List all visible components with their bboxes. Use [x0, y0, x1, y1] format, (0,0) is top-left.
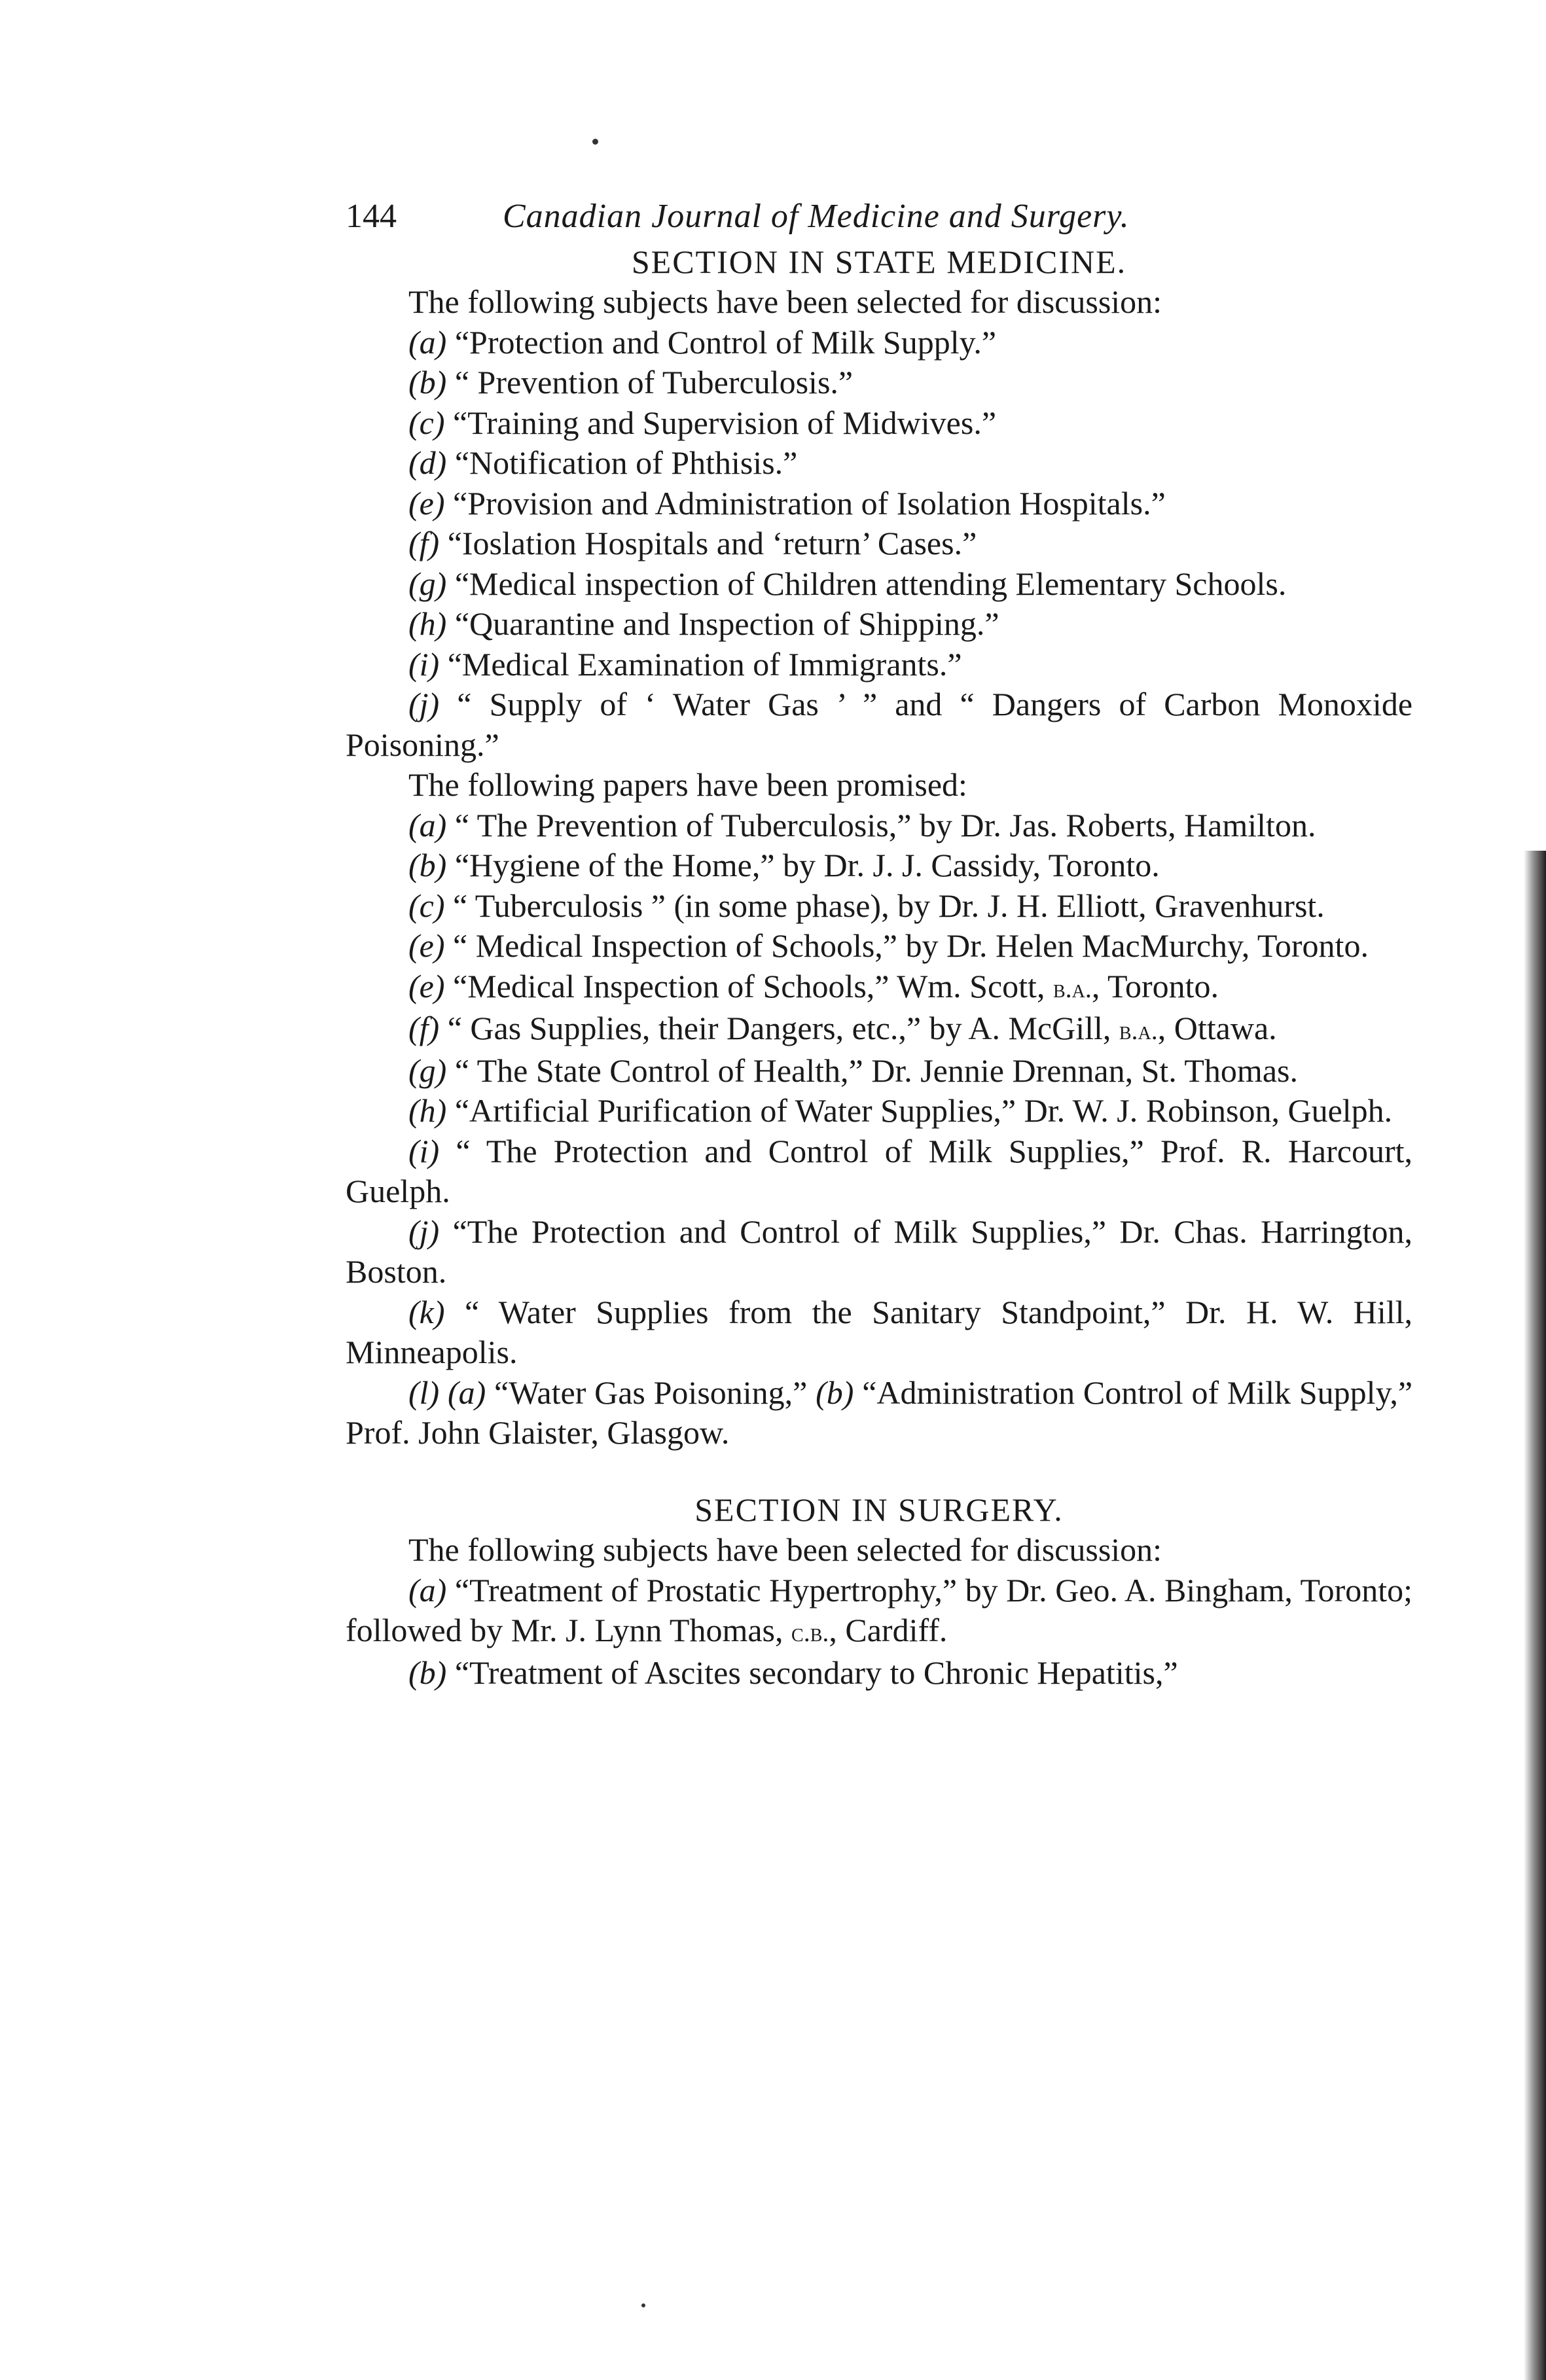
item-text: “Hygiene of the Home,” by Dr. J. J. Cassidy, Toronto.	[454, 847, 1160, 883]
binding-edge-shadow	[1524, 851, 1546, 2380]
list-item	[346, 604, 1412, 645]
item-label: (j)	[408, 1213, 440, 1250]
item-text: “ The State Control of Health,” Dr. Jennie Drennan, St. Thomas.	[454, 1052, 1298, 1089]
item-label: (i)	[408, 1132, 440, 1169]
item-label: (b)	[408, 1654, 447, 1691]
page-header	[346, 196, 1412, 237]
list-item	[346, 524, 1412, 564]
item-sublabel: (a)	[447, 1374, 486, 1411]
item-label: (f)	[408, 525, 440, 561]
list-item	[346, 1373, 1412, 1453]
list-item	[346, 806, 1412, 846]
item-text: “Quarantine and Inspection of Shipping.”	[454, 605, 999, 642]
item-label: (h)	[408, 605, 447, 642]
list-item	[346, 926, 1412, 967]
list-item	[346, 1051, 1412, 1092]
item-text: “ Prevention of Tuberculosis.”	[454, 364, 854, 400]
list-item	[346, 645, 1412, 685]
list-item	[346, 363, 1412, 403]
document-page	[346, 196, 1412, 1693]
section-state-medicine	[346, 242, 1412, 1453]
list-item	[346, 886, 1412, 927]
item-label: (j)	[408, 686, 440, 722]
item-text: “Water Gas Poisoning,”	[494, 1374, 816, 1411]
section-surgery	[346, 1490, 1412, 1694]
item-label: (c)	[408, 404, 445, 441]
list-item	[346, 1292, 1412, 1373]
item-label: (e)	[408, 484, 445, 522]
list-item	[346, 323, 1412, 363]
list-item	[346, 1008, 1412, 1051]
list-item	[346, 484, 1412, 524]
item-text: “ The Protection and Control of Milk Supplies,” Prof. R. Harcourt, Guelph.	[346, 1132, 1412, 1209]
item-text: “ Tuberculosis ” (in some phase), by Dr. J. H. Elliott, Gravenhurst.	[453, 887, 1325, 924]
item-label: (e)	[408, 967, 445, 1004]
item-label: (h)	[408, 1092, 447, 1129]
item-label: (b)	[408, 364, 447, 400]
item-label: (c)	[408, 887, 445, 924]
list-item	[346, 845, 1412, 886]
item-text: “Training and Supervision of Midwives.”	[453, 404, 997, 441]
item-label: (a)	[408, 1571, 447, 1608]
item-sublabel: (b)	[816, 1374, 854, 1411]
item-text-end: “Administration Control of Milk Supply,” Prof. John Glaister, Glasgow.	[346, 1374, 1413, 1451]
degree-abbrev: b.a.	[1119, 1016, 1158, 1045]
list-item	[346, 443, 1412, 484]
item-text-end: , Toronto.	[1091, 967, 1219, 1004]
item-label: (b)	[408, 847, 447, 883]
item-text: “Medical Inspection of Schools,” Wm. Scott,	[453, 967, 1053, 1004]
item-label: (e)	[408, 927, 445, 964]
item-text: “Treatment of Prostatic Hypertrophy,” by Dr. Geo. A. Bingham, Toronto; followed by Mr. J. Lynn Thomas,	[346, 1571, 1413, 1648]
item-label: (l)	[408, 1374, 440, 1411]
item-text: “Notification of Phthisis.”	[454, 444, 798, 481]
item-label: (k)	[408, 1293, 445, 1330]
item-label: (a)	[408, 806, 447, 844]
item-label: (g)	[408, 565, 447, 602]
section-title-state-medicine: SECTION IN STATE MEDICINE.	[631, 243, 1127, 280]
subjects-intro: The following subjects have been selected for discussion:	[408, 1531, 1162, 1568]
list-item	[346, 1091, 1412, 1131]
list-item	[346, 1571, 1412, 1653]
item-label: (a)	[408, 323, 447, 361]
list-item	[346, 1653, 1412, 1694]
page-number: 144	[346, 198, 397, 235]
item-label: (f)	[408, 1010, 440, 1046]
item-text: “Medical inspection of Children attending Elementary Schools.	[454, 565, 1287, 602]
ink-speck	[592, 139, 598, 145]
item-text: “ Water Supplies from the Sanitary Standpoint,” Dr. H. W. Hill, Minneapolis.	[346, 1293, 1412, 1370]
item-text: “ Gas Supplies, their Dangers, etc.,” by A. McGill,	[447, 1010, 1119, 1046]
item-text: “ Supply of ‘ Water Gas ’ ” and “ Dangers of Carbon Monoxide Poisoning.”	[346, 686, 1413, 763]
list-item	[346, 564, 1412, 605]
list-item	[346, 684, 1412, 765]
item-text: “Protection and Control of Milk Supply.”	[454, 323, 997, 361]
list-item	[346, 1212, 1412, 1292]
item-text: “ Medical Inspection of Schools,” by Dr. Helen MacMurchy, Toronto.	[453, 927, 1369, 964]
item-text: “Treatment of Ascites secondary to Chronic Hepatitis,”	[454, 1654, 1178, 1691]
list-item	[346, 967, 1412, 1009]
list-item	[346, 403, 1412, 444]
section-spacer	[346, 1453, 1412, 1490]
item-text: “The Protection and Control of Milk Supplies,” Dr. Chas. Harrington, Boston.	[346, 1213, 1412, 1290]
item-text-end: , Cardiff.	[829, 1612, 948, 1648]
journal-title: Canadian Journal of Medicine and Surgery.	[503, 198, 1130, 235]
item-text: “Provision and Administration of Isolation Hospitals.”	[453, 484, 1166, 522]
papers-intro: The following papers have been promised:	[408, 766, 967, 803]
ink-speck	[641, 2303, 645, 2307]
item-text: “Artificial Purification of Water Supplies,” Dr. W. J. Robinson, Guelph.	[454, 1092, 1393, 1129]
item-text: “ The Prevention of Tuberculosis,” by Dr. Jas. Roberts, Hamilton.	[454, 806, 1316, 844]
item-label: (d)	[408, 444, 447, 481]
item-text-end: , Ottawa.	[1157, 1010, 1277, 1046]
subjects-intro: The following subjects have been selected for discussion:	[408, 283, 1162, 320]
degree-abbrev: b.a.	[1052, 973, 1092, 1003]
item-label: (g)	[408, 1052, 447, 1089]
degree-abbrev: c.b.	[791, 1618, 829, 1647]
item-text: “Medical Examination of Immigrants.”	[447, 645, 962, 683]
section-title-surgery: SECTION IN SURGERY.	[694, 1491, 1064, 1528]
list-item	[346, 1131, 1412, 1212]
item-text: “Ioslation Hospitals and ‘return’ Cases.”	[447, 525, 977, 561]
item-label: (i)	[408, 645, 440, 683]
